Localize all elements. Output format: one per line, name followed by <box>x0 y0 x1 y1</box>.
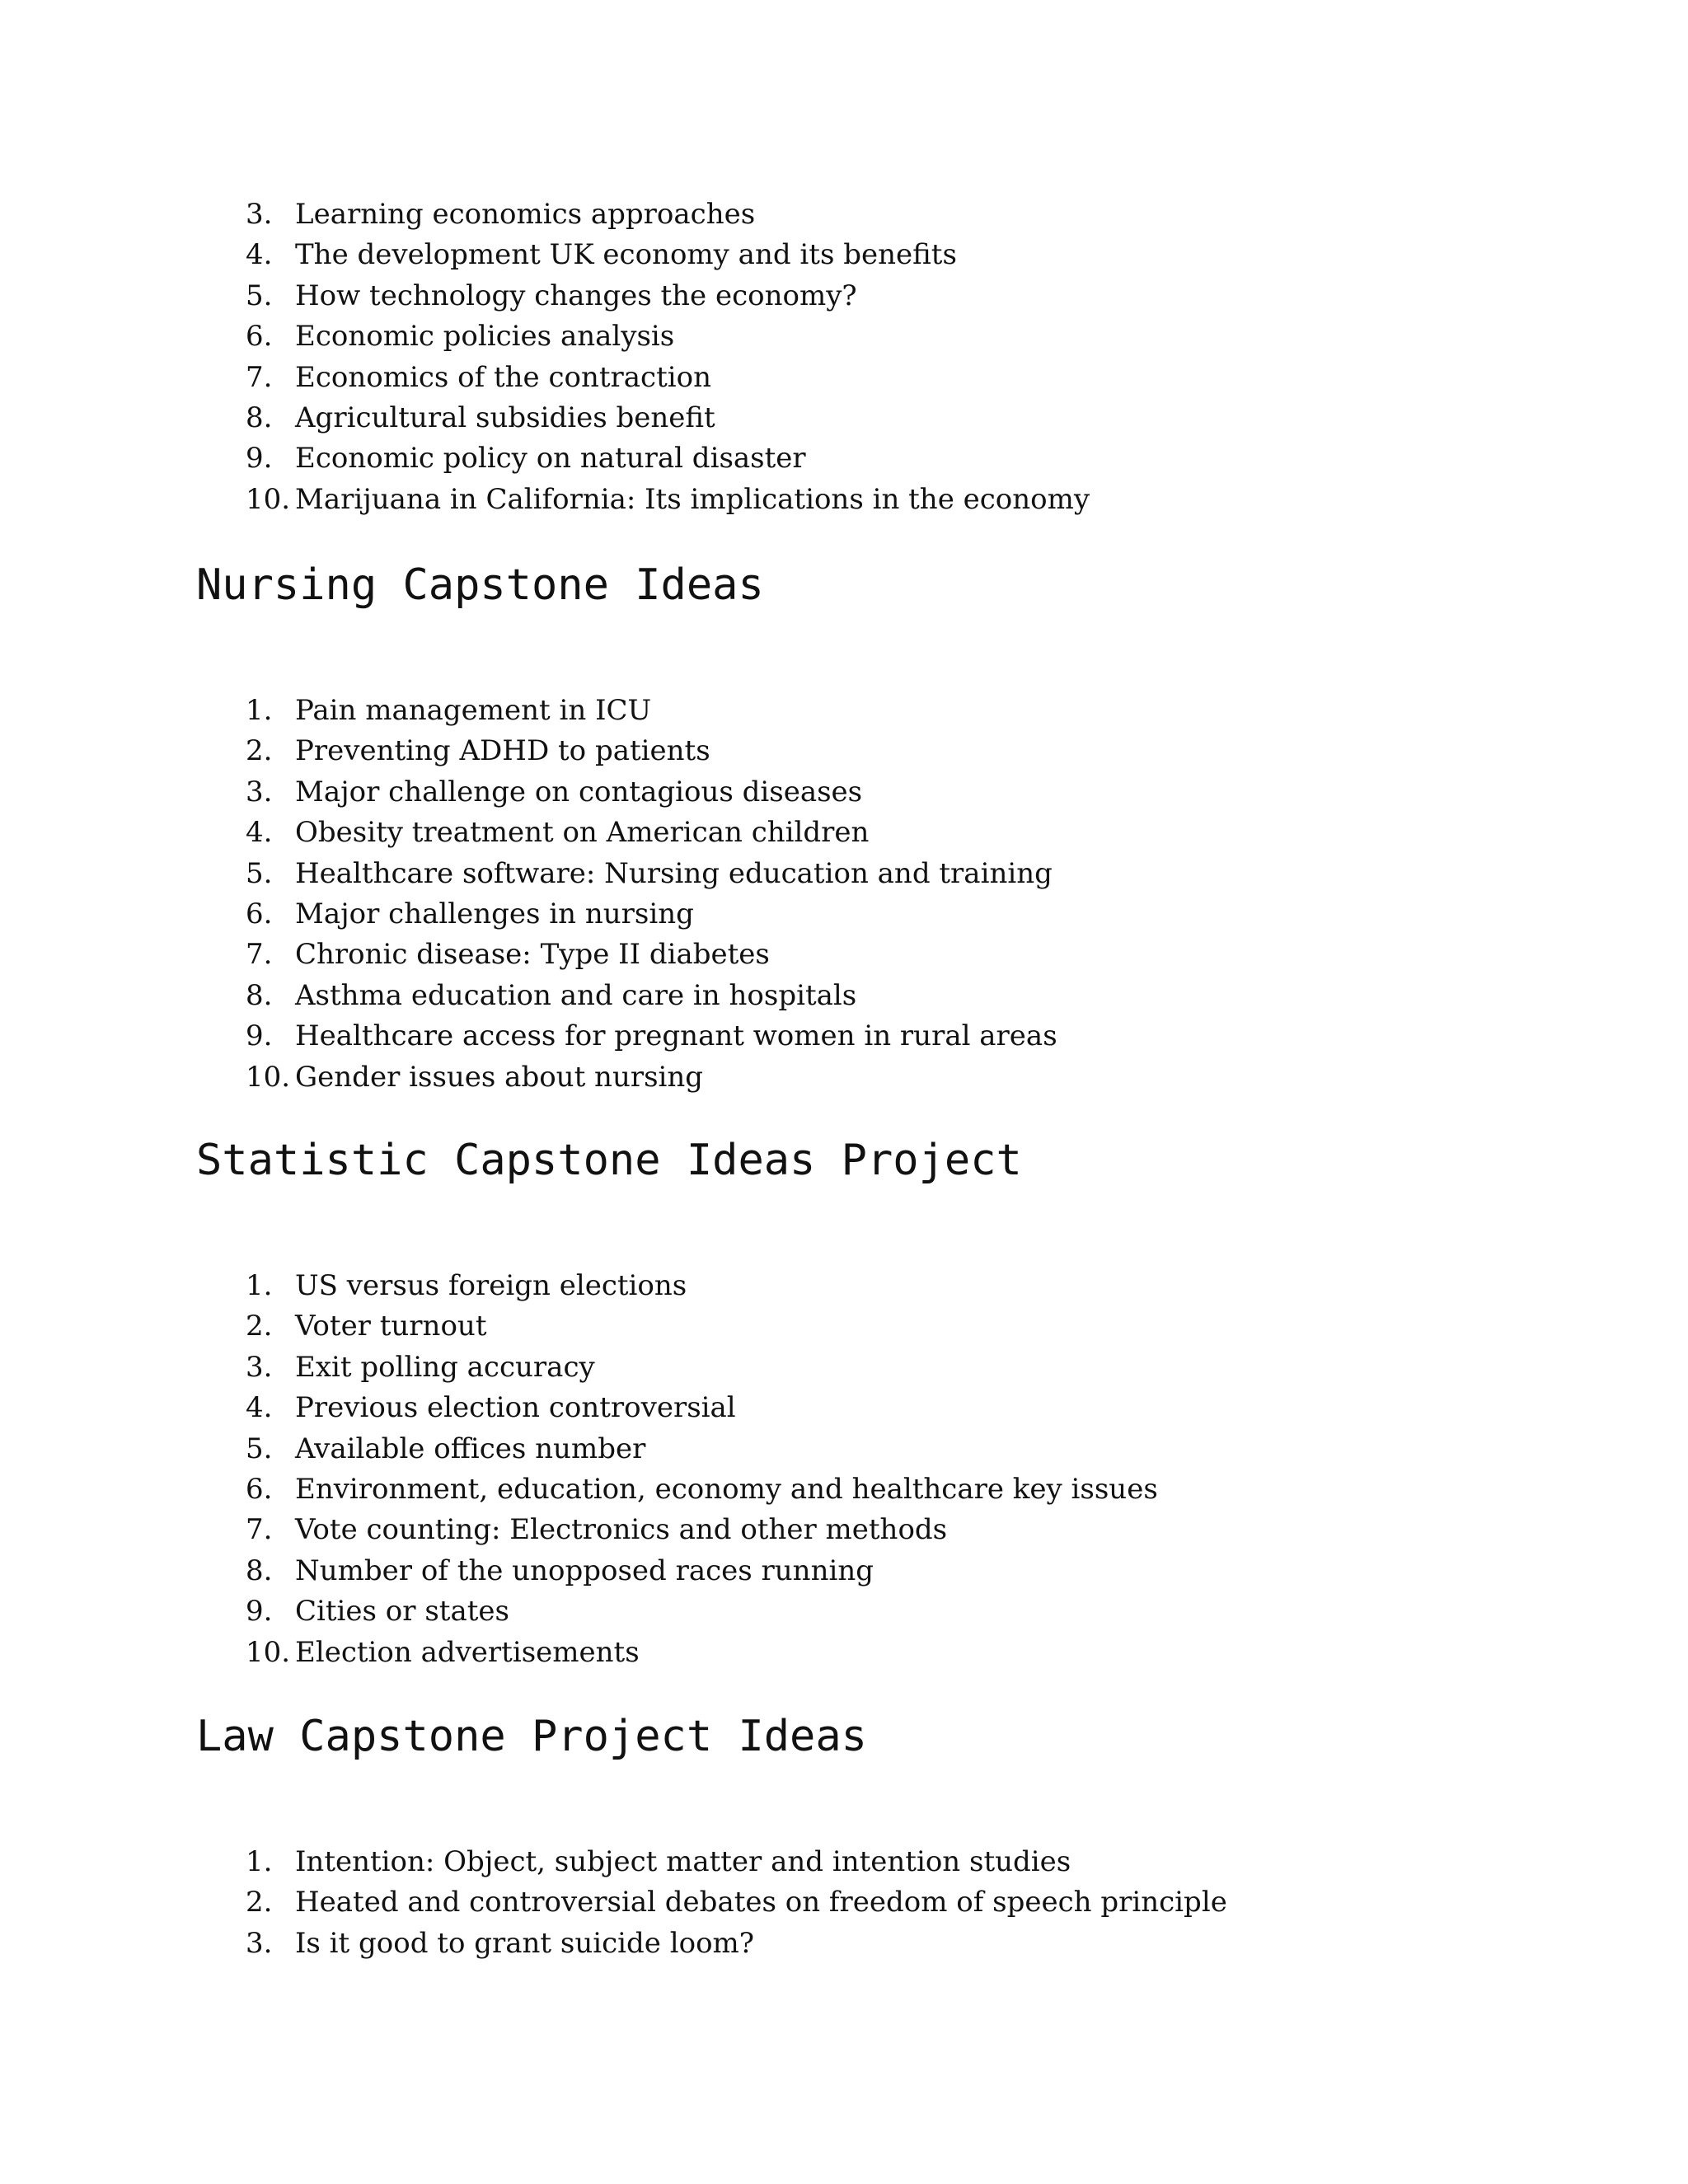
list-item-number: 5. <box>246 856 273 890</box>
list-item-number: 2. <box>246 1310 273 1343</box>
list-item-number: 3. <box>246 1926 273 1960</box>
list-item-number: 6. <box>246 1472 273 1506</box>
list-item-text: Previous election controversial <box>295 1391 736 1425</box>
list-item-text: Economic policy on natural disaster <box>295 442 806 476</box>
list-item-number: 8. <box>246 1554 273 1587</box>
list-item-text: Agricultural subsidies benefit <box>295 401 715 434</box>
list-item-text: Learning economics approaches <box>295 198 756 231</box>
list-item-text: Available offices number <box>295 1432 646 1465</box>
list-item-text: Pain management in ICU <box>295 694 652 727</box>
list-item-text: Major challenges in nursing <box>295 897 694 930</box>
list-item-text: Number of the unopposed races running <box>295 1554 874 1587</box>
list-item-text: Election advertisements <box>295 1635 640 1669</box>
list-item-number: 5. <box>246 1432 273 1465</box>
list-item-text: Gender issues about nursing <box>295 1060 704 1094</box>
list-item-text: Vote counting: Electronics and other methods <box>295 1513 948 1547</box>
list-item-number: 4. <box>246 1391 273 1425</box>
list-item-number: 1. <box>246 1845 273 1878</box>
list-item-text: Major challenge on contagious diseases <box>295 775 863 808</box>
list-item-text: Chronic disease: Type II diabetes <box>295 938 770 972</box>
section-heading-statistic: Statistic Capstone Ideas Project <box>196 1136 1022 1185</box>
list-item-number: 2. <box>246 1886 273 1919</box>
section-heading-nursing: Nursing Capstone Ideas <box>196 560 764 610</box>
list-item-number: 7. <box>246 1513 273 1547</box>
list-item-number: 1. <box>246 694 273 727</box>
list-item-text: Exit polling accuracy <box>295 1350 595 1384</box>
list-item-text: Economic policies analysis <box>295 320 675 354</box>
list-item-text: Is it good to grant suicide loom? <box>295 1926 755 1960</box>
list-item-number: 9. <box>246 1019 273 1053</box>
section-heading-law: Law Capstone Project Ideas <box>196 1712 867 1761</box>
list-item-number: 6. <box>246 897 273 930</box>
list-item-text: The development UK economy and its benefits <box>295 238 957 272</box>
list-item-number: 4. <box>246 816 273 850</box>
list-item-text: Economics of the contraction <box>295 360 712 394</box>
list-item-number: 9. <box>246 442 273 476</box>
list-item-text: How technology changes the economy? <box>295 279 857 312</box>
list-item-number: 7. <box>246 360 273 394</box>
list-item-number: 9. <box>246 1595 273 1629</box>
list-item-number: 10. <box>246 482 291 516</box>
list-item-text: Obesity treatment on American children <box>295 816 870 850</box>
list-item-text: US versus foreign elections <box>295 1269 687 1302</box>
list-item-number: 10. <box>246 1060 291 1094</box>
list-item-text: Healthcare software: Nursing education and training <box>295 856 1053 890</box>
list-item-number: 5. <box>246 279 273 312</box>
list-item-number: 3. <box>246 198 273 231</box>
list-item-number: 4. <box>246 238 273 272</box>
list-item-number: 10. <box>246 1635 291 1669</box>
list-item-text: Preventing ADHD to patients <box>295 734 710 768</box>
list-item-number: 8. <box>246 978 273 1012</box>
list-item-text: Marijuana in California: Its implications in the economy <box>295 482 1090 516</box>
list-item-number: 1. <box>246 1269 273 1302</box>
list-item-text: Heated and controversial debates on freedom of speech principle <box>295 1886 1227 1919</box>
list-item-number: 2. <box>246 734 273 768</box>
list-item-text: Healthcare access for pregnant women in rural areas <box>295 1019 1057 1053</box>
list-item-text: Environment, education, economy and healthcare key issues <box>295 1472 1158 1506</box>
list-item-number: 3. <box>246 775 273 808</box>
list-item-number: 7. <box>246 938 273 972</box>
list-item-number: 6. <box>246 320 273 354</box>
list-item-text: Cities or states <box>295 1595 509 1629</box>
list-item-text: Intention: Object, subject matter and intention studies <box>295 1845 1071 1878</box>
list-item-text: Voter turnout <box>295 1310 487 1343</box>
list-item-number: 3. <box>246 1350 273 1384</box>
list-item-number: 8. <box>246 401 273 434</box>
list-item-text: Asthma education and care in hospitals <box>295 978 857 1012</box>
